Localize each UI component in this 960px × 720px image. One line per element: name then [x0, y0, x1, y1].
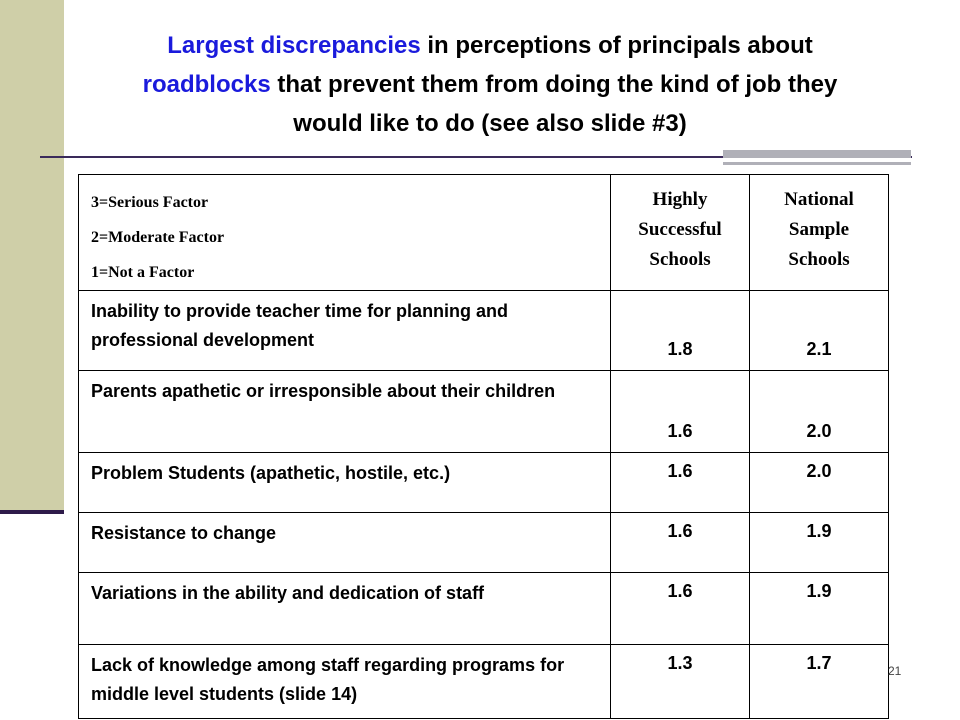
legend-item: 3=Serious Factor: [91, 194, 209, 211]
table-row: [79, 453, 889, 513]
title-text-4: that prevent them from doing the kind of job they would like to do (see also slide #3): [270, 71, 838, 137]
header-highly-successful: [611, 175, 750, 291]
legend-item: 2=Moderate Factor: [91, 229, 225, 246]
value-national: 2.1: [750, 291, 889, 371]
value-national: 1.7: [750, 645, 889, 719]
value-national: 2.0: [750, 371, 889, 453]
header-row: [79, 175, 889, 291]
value-highly: 1.8: [611, 291, 750, 371]
table-row: [79, 371, 889, 453]
header-national-sample: [750, 175, 889, 291]
row-label: Lack of knowledge among staff regarding programs for middle level students (slide 14): [79, 645, 611, 719]
divider-accent-thin: [723, 162, 911, 165]
value-national: 1.9: [750, 513, 889, 573]
table-row: [79, 573, 889, 645]
title-highlight-1: Largest discrepancies: [167, 32, 421, 59]
rating-legend: [79, 175, 611, 291]
table-row: [79, 291, 889, 371]
value-national: 1.9: [750, 573, 889, 645]
row-label: Inability to provide teacher time for planning and professional development: [79, 291, 611, 371]
header-line: National: [784, 189, 854, 210]
value-highly: 1.6: [611, 513, 750, 573]
row-label: Parents apathetic or irresponsible about their children: [79, 371, 611, 453]
slide-number: 21: [888, 664, 902, 678]
row-label: Variations in the ability and dedication of staff: [79, 573, 611, 645]
header-line: Schools: [788, 249, 850, 270]
legend-item: 1=Not a Factor: [91, 264, 195, 281]
row-label: Problem Students (apathetic, hostile, etc.): [79, 453, 611, 513]
value-highly: 1.6: [611, 573, 750, 645]
header-line: Schools: [649, 249, 711, 270]
table-row: [79, 513, 889, 573]
title-highlight-2: roadblocks: [142, 71, 271, 98]
title-text-2: in perceptions of principals about: [420, 32, 813, 59]
divider-accent: [723, 150, 911, 158]
row-label: Resistance to change: [79, 513, 611, 573]
side-decoration-band: [0, 0, 64, 514]
comparison-table: [78, 174, 889, 719]
table-row: [79, 645, 889, 719]
header-line: Highly: [652, 189, 708, 210]
slide-title: [130, 26, 850, 143]
value-highly: 1.6: [611, 371, 750, 453]
side-decoration-line: [0, 510, 64, 514]
value-highly: 1.6: [611, 453, 750, 513]
header-line: Successful: [638, 219, 722, 240]
header-line: Sample: [788, 219, 850, 240]
value-highly: 1.3: [611, 645, 750, 719]
value-national: 2.0: [750, 453, 889, 513]
